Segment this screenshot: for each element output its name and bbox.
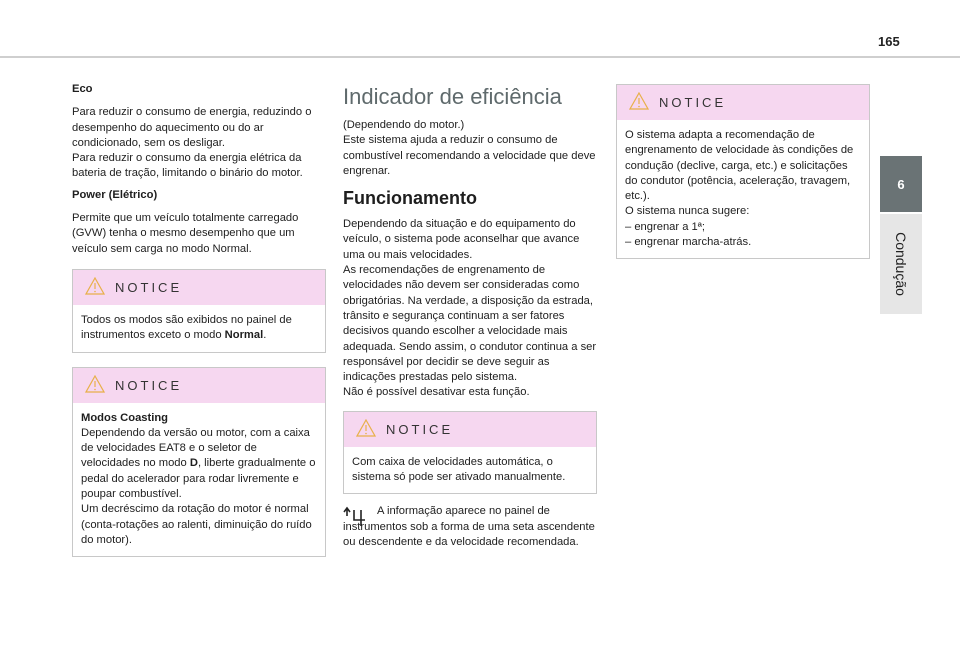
notice-body: [73, 403, 325, 557]
column-1: [72, 82, 326, 567]
notice-box-recommendation: [616, 84, 870, 259]
notice-title: NOTICE: [386, 421, 454, 437]
notice-body: [73, 305, 325, 352]
column-3: [616, 82, 870, 269]
function-text: Dependendo da situação e do equipamento do veículo, o sistema pode aconselhar que avance uma ou mais velocidades. As recomendações de engrenamento de velocidades não devem ser consideradas como obrigatórias. Na verdade, a disposição da estrada, trânsito e segurança continuam a ser fatores decisivos quando escolher a velocidade mais adequada. Sendo assim, o condutor continua a ser responsável por decidir se deve seguir as indicações prestadas pelo sistema. Não é possível desativar esta função.: [343, 218, 597, 399]
power-text: Permite que um veículo totalmente carregado (GVW) tenha o mesmo desempenho que um veículo sem carga no modo Normal.: [72, 212, 299, 255]
notice-text: Com caixa de velocidades automática, o sistema só pode ser ativado manualmente.: [352, 455, 566, 484]
column-2: [343, 82, 597, 556]
notice-text: O sistema adapta a recomendação de engrenamento de velocidade às condições de condução (declive, carga, etc.) e solicitações do condutor (potência, aceleração, travagem, etc.). O sistema nunca sugere: – engrenar a 1ª; – engrenar marcha-atrás.: [625, 129, 854, 249]
notice-title: NOTICE: [115, 377, 183, 393]
eco-text: Para reduzir o consumo de energia, reduzindo o desempenho do aquecimento ou do ar condicionado, sem os desligar. Para reduzir o consumo da energia elétrica da bateria de tração, limitando o binário do motor.: [72, 106, 312, 180]
notice-body: [344, 447, 596, 494]
warning-icon: [85, 375, 105, 393]
notice-box-coasting: [72, 367, 326, 558]
notice-body: [617, 120, 869, 258]
notice-text: Todos os modos são exibidos no painel de instrumentos exceto o modo Normal.: [81, 313, 292, 342]
section-title: Indicador de eficiência: [343, 84, 562, 109]
intro-text: (Dependendo do motor.) Este sistema ajuda a reduzir o consumo de combustível recomendando a velocidade que deve engrenar.: [343, 119, 596, 177]
warning-icon: [629, 92, 649, 110]
notice-header: [344, 412, 596, 447]
notice-title: NOTICE: [659, 95, 727, 110]
notice-header: [73, 270, 325, 305]
top-divider: [0, 56, 960, 58]
coasting-heading: Modos Coasting: [81, 411, 169, 424]
gear-shift-icon: [343, 506, 371, 528]
gear-indicator-block: [343, 504, 597, 550]
gear-text: A informação aparece no painel de instrumentos sob a forma de uma seta ascendente ou descendente e da velocidade recomendada.: [343, 505, 595, 548]
notice-box-modes: [72, 269, 326, 353]
notice-header: [73, 368, 325, 403]
chapter-label: Condução: [893, 232, 909, 296]
chapter-tab-number[interactable]: [880, 156, 922, 212]
chapter-number: 6: [897, 176, 905, 192]
notice-box-automatic: [343, 411, 597, 495]
warning-icon: [356, 419, 376, 437]
coasting-text-2: Um decréscimo da rotação do motor é normal (conta-rotações ao ralenti, diminuição do ruído do motor).: [81, 503, 312, 546]
warning-icon: [85, 277, 105, 295]
notice-title: NOTICE: [115, 279, 183, 295]
chapter-tab-label[interactable]: [880, 214, 922, 314]
coasting-text: Dependendo da versão ou motor, com a caixa de velocidades EAT8 e o seletor de velocidades no modo D, liberte gradualmente o pedal do acelerador para rodar livremente e poupar combustível.: [81, 426, 316, 501]
eco-heading: Eco: [72, 83, 93, 95]
power-heading: Power (Elétrico): [72, 188, 158, 201]
notice-header: [617, 85, 869, 120]
subsection-title: Funcionamento: [343, 188, 477, 209]
page-number: 165: [878, 34, 900, 49]
